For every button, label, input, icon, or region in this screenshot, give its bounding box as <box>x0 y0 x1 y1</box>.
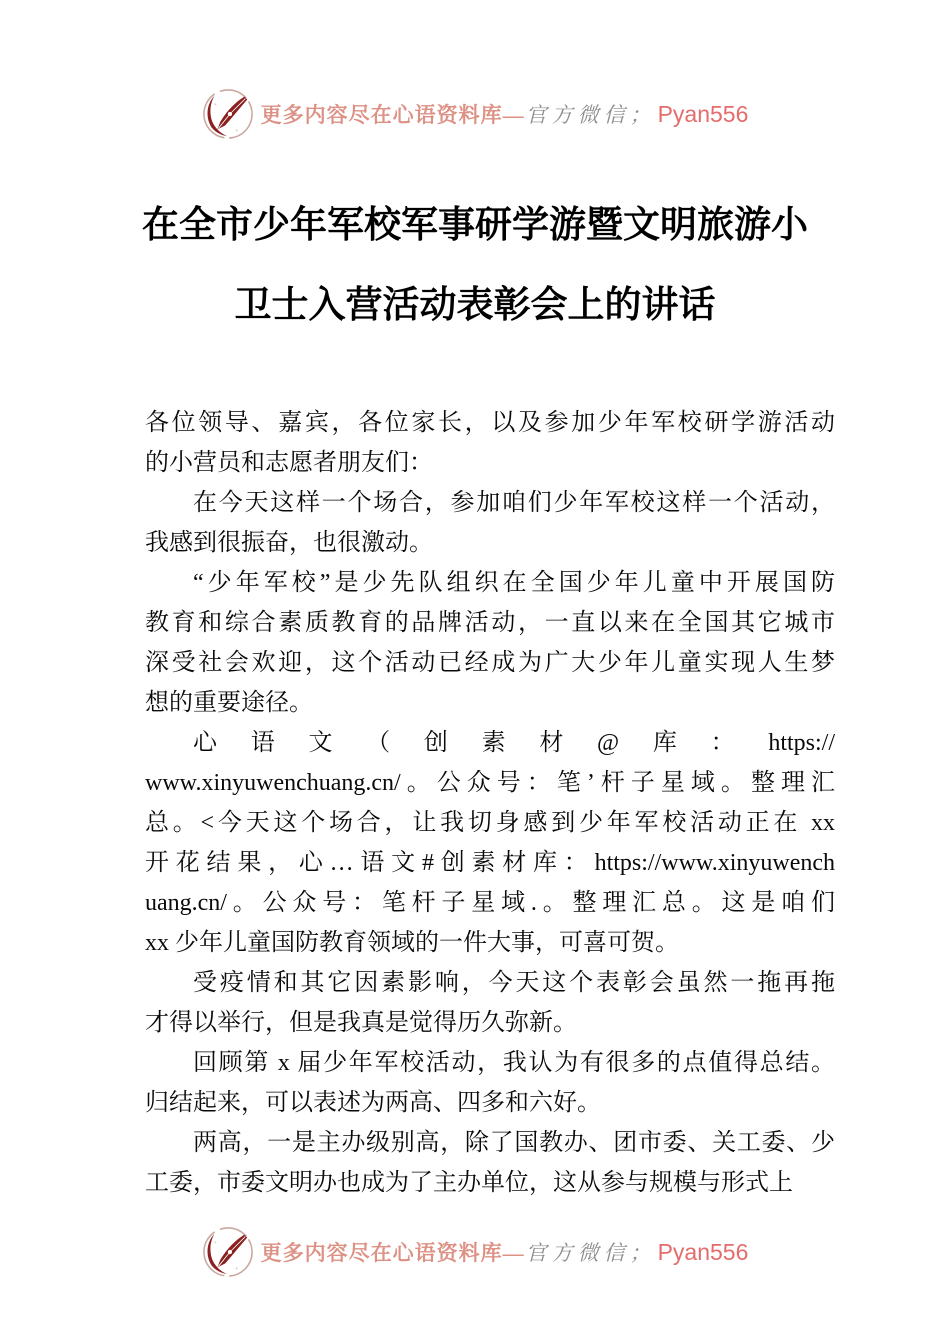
header-watermark <box>0 88 950 140</box>
footer-watermark <box>0 1226 950 1278</box>
body-line: 开花结果，心…语文#创素材库：https://www.xinyuwench <box>145 850 835 876</box>
body-line: 想的重要途径。 <box>145 690 313 716</box>
body-line: 两高，一是主办级别高，除了国教办、团市委、关工委、少 <box>193 1130 835 1156</box>
body-line: 归结起来，可以表述为两高、四多和六好。 <box>145 1090 601 1116</box>
wechat-id: Pyan556 <box>657 1239 749 1265</box>
watermark-text <box>261 99 749 129</box>
body-line: “少年军校”是少先队组织在全国少年儿童中开展国防 <box>193 570 835 596</box>
body-line: 总。<今天这个场合，让我切身感到少年军校活动正在 xx <box>145 810 835 836</box>
body-line: 才得以举行，但是我真是觉得历久弥新。 <box>145 1010 577 1036</box>
pen-nib-logo-icon <box>202 88 254 140</box>
body-line: uang.cn/。公众号：笔杆子星域.。整理汇总。这是咱们 <box>145 890 835 916</box>
wechat-id: Pyan556 <box>657 101 749 127</box>
wechat-label: 官方微信； <box>525 103 656 127</box>
body-line: 深受社会欢迎，这个活动已经成为广大少年儿童实现人生梦 <box>145 650 835 676</box>
body-line: 受疫情和其它因素影响，今天这个表彰会虽然一拖再拖 <box>193 970 835 996</box>
body-line: 我感到很振奋，也很激动。 <box>145 530 433 556</box>
body-line: 各位领导、嘉宾，各位家长，以及参加少年军校研学游活动 <box>145 410 835 436</box>
body-line: 在今天这样一个场合，参加咱们少年军校这样一个活动， <box>193 490 835 516</box>
brand-slogan: 更多内容尽在心语资料库 <box>260 103 503 127</box>
brand-dash: — <box>502 103 524 127</box>
body-line: xx 少年儿童国防教育领域的一件大事，可喜可贺。 <box>145 930 679 956</box>
brand-slogan: 更多内容尽在心语资料库 <box>260 1241 503 1265</box>
body-line: 工委，市委文明办也成为了主办单位，这从参与规模与形式上 <box>145 1170 793 1196</box>
wechat-label: 官方微信； <box>525 1241 656 1265</box>
document-title <box>0 186 950 346</box>
title-line-2: 卫士入营活动表彰会上的讲话 <box>234 285 716 326</box>
body-line: 的小营员和志愿者朋友们： <box>145 450 433 476</box>
document-body <box>145 403 835 1203</box>
brand-dash: — <box>502 1241 524 1265</box>
body-line: 回顾第 x 届少年军校活动，我认为有很多的点值得总结。 <box>193 1050 835 1076</box>
title-line-1: 在全市少年军校军事研学游暨文明旅游小 <box>142 205 808 246</box>
body-line: www.xinyuwenchuang.cn/。公众号：笔’杆子星域。整理汇 <box>145 770 835 796</box>
watermark-text <box>261 1237 749 1267</box>
body-line: 教育和综合素质教育的品牌活动，一直以来在全国其它城市 <box>145 610 835 636</box>
body-line: 心语文（创素材@库：https:// <box>193 730 835 756</box>
pen-nib-logo-icon <box>202 1226 254 1278</box>
